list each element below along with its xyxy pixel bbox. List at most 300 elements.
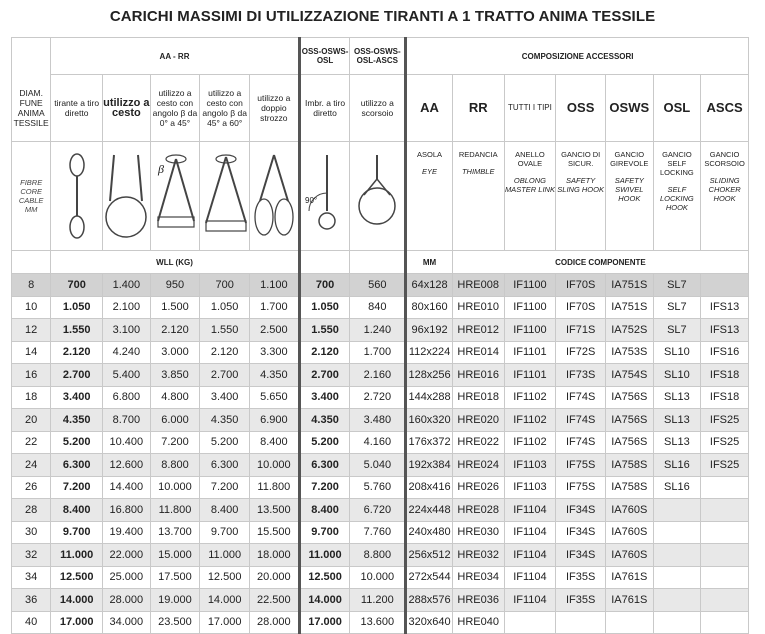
table-cell: 20.000 [249, 566, 299, 589]
group-composizione: COMPOSIZIONE ACCESSORI [406, 38, 749, 75]
table-cell: 19.400 [103, 521, 151, 544]
table-cell: 14.000 [299, 589, 350, 612]
header-oss: OSS [556, 75, 606, 142]
table-cell: 840 [350, 296, 406, 319]
table-cell: 40 [12, 611, 51, 634]
table-cell: IF1103 [504, 454, 556, 477]
table-cell: HRE008 [452, 274, 504, 297]
group-header-row [12, 38, 749, 75]
table-cell: 4.160 [350, 431, 406, 454]
table-cell [701, 274, 749, 297]
table-cell: IA751S [605, 296, 653, 319]
table-cell: 7.760 [350, 521, 406, 544]
table-cell [701, 544, 749, 567]
table-cell: 700 [200, 274, 250, 297]
header-rr: RR [452, 75, 504, 142]
table-cell: 7.200 [299, 476, 350, 499]
table-cell: IF72S [556, 341, 606, 364]
table-cell: IA758S [605, 454, 653, 477]
table-cell: 12.600 [103, 454, 151, 477]
table-row [12, 431, 749, 454]
accessory-oss: GANCIO DI SICUR. SAFETY SLING HOOK [556, 142, 606, 251]
table-cell: IA761S [605, 589, 653, 612]
table-cell [701, 611, 749, 634]
table-cell: IF70S [556, 296, 606, 319]
table-cell: 5.200 [299, 431, 350, 454]
table-cell: 18 [12, 386, 51, 409]
table-cell: 8.400 [299, 499, 350, 522]
group-aa-rr: AA - RR [51, 38, 299, 75]
table-cell: 1.050 [200, 296, 250, 319]
table-cell: 18.000 [249, 544, 299, 567]
accessory-osws: GANCIO GIREVOLE SAFETY SWIVEL HOOK [605, 142, 653, 251]
table-cell: 17.500 [150, 566, 200, 589]
table-cell: 10 [12, 296, 51, 319]
table-cell: IF1100 [504, 274, 556, 297]
header-osl: OSL [653, 75, 701, 142]
table-cell: 22.000 [103, 544, 151, 567]
table-row [12, 611, 749, 634]
unit-wll: WLL (KG) [51, 251, 299, 274]
table-cell: HRE032 [452, 544, 504, 567]
table-cell: 11.000 [200, 544, 250, 567]
table-cell: IA760S [605, 544, 653, 567]
table-row [12, 589, 749, 612]
table-cell: 17.000 [51, 611, 103, 634]
table-cell [653, 521, 701, 544]
table-cell: 11.000 [299, 544, 350, 567]
table-cell: IA756S [605, 431, 653, 454]
table-cell: 4.350 [299, 409, 350, 432]
table-cell: HRE028 [452, 499, 504, 522]
table-cell: IFS13 [701, 319, 749, 342]
table-cell: 28 [12, 499, 51, 522]
table-cell: HRE034 [452, 566, 504, 589]
table-cell: 1.700 [350, 341, 406, 364]
column-header-row [12, 75, 749, 142]
table-cell: 12.500 [200, 566, 250, 589]
header-aa: AA [406, 75, 453, 142]
table-cell [701, 566, 749, 589]
table-cell: IF1100 [504, 296, 556, 319]
table-cell: 1.550 [299, 319, 350, 342]
table-cell: IF74S [556, 431, 606, 454]
table-cell: 10.000 [249, 454, 299, 477]
table-cell: 2.500 [249, 319, 299, 342]
table-cell: 1.100 [249, 274, 299, 297]
table-cell: IF34S [556, 499, 606, 522]
table-cell: IF1104 [504, 544, 556, 567]
table-cell: 2.700 [200, 364, 250, 387]
table-cell: 7.200 [150, 431, 200, 454]
table-cell: 3.400 [200, 386, 250, 409]
table-cell: 6.300 [299, 454, 350, 477]
sling-straight-illustration [51, 142, 103, 251]
table-cell: IFS18 [701, 386, 749, 409]
table-cell: 1.400 [103, 274, 151, 297]
unit-codice: CODICE COMPONENTE [452, 251, 748, 274]
table-cell: IF1104 [504, 566, 556, 589]
group-oss-osws-osl: OSS-OSWS-OSL [299, 38, 350, 75]
table-cell: SL7 [653, 296, 701, 319]
table-cell: HRE022 [452, 431, 504, 454]
table-row [12, 521, 749, 544]
table-cell: 5.400 [103, 364, 151, 387]
table-row [12, 476, 749, 499]
header-cesto-0-45: utilizzo a cesto con angolo β da 0° a 45° [150, 75, 200, 142]
table-cell: 208x416 [406, 476, 453, 499]
table-cell: 2.700 [51, 364, 103, 387]
table-cell: 1.050 [299, 296, 350, 319]
table-cell: IF75S [556, 476, 606, 499]
table-cell: 192x384 [406, 454, 453, 477]
svg-text:β: β [157, 162, 164, 176]
table-cell: 4.800 [150, 386, 200, 409]
table-cell [701, 589, 749, 612]
table-cell: 8.400 [200, 499, 250, 522]
header-ascs: ASCS [701, 75, 749, 142]
wll-table [11, 37, 749, 634]
table-cell: 2.120 [200, 341, 250, 364]
svg-text:90°: 90° [305, 196, 318, 205]
table-cell: 950 [150, 274, 200, 297]
table-cell: 7.200 [51, 476, 103, 499]
table-cell: SL13 [653, 409, 701, 432]
table-row [12, 319, 749, 342]
table-cell: IA752S [605, 319, 653, 342]
table-cell: 8.800 [150, 454, 200, 477]
table-cell: 4.350 [200, 409, 250, 432]
table-cell: IF1101 [504, 364, 556, 387]
table-cell: IF35S [556, 566, 606, 589]
table-cell: 16 [12, 364, 51, 387]
unit-mm: MM [406, 251, 453, 274]
table-cell: 3.100 [103, 319, 151, 342]
table-cell: 112x224 [406, 341, 453, 364]
table-cell: IFS18 [701, 364, 749, 387]
table-cell: SL16 [653, 454, 701, 477]
sling-angle-45-60-illustration [200, 142, 250, 251]
table-cell: 9.700 [299, 521, 350, 544]
table-cell: 1.050 [51, 296, 103, 319]
table-cell: 13.700 [150, 521, 200, 544]
table-cell: SL7 [653, 274, 701, 297]
table-cell: IA756S [605, 386, 653, 409]
table-cell: 2.700 [299, 364, 350, 387]
table-cell: IA760S [605, 499, 653, 522]
table-cell: 34.000 [103, 611, 151, 634]
table-cell [653, 589, 701, 612]
header-utilizzo-scorsoio: utilizzo a scorsoio [350, 75, 406, 142]
accessory-ascs: GANCIO SCORSOIO SLIDING CHOKER HOOK [701, 142, 749, 251]
table-cell: HRE016 [452, 364, 504, 387]
table-cell: 7.200 [200, 476, 250, 499]
table-cell [701, 499, 749, 522]
table-cell: 560 [350, 274, 406, 297]
table-cell: 3.300 [249, 341, 299, 364]
header-utilizzo-cesto: utilizzo a cesto [103, 75, 151, 142]
table-cell: 5.200 [51, 431, 103, 454]
table-cell: IF1102 [504, 431, 556, 454]
table-cell: HRE014 [452, 341, 504, 364]
header-imbr-tiro: Imbr. a tiro diretto [299, 75, 350, 142]
table-cell: 14.000 [51, 589, 103, 612]
table-cell: IF1103 [504, 476, 556, 499]
sling-hook-angle-illustration [299, 142, 350, 251]
table-cell: 2.100 [103, 296, 151, 319]
table-cell: 8.700 [103, 409, 151, 432]
table-cell: 288x576 [406, 589, 453, 612]
table-cell: 5.650 [249, 386, 299, 409]
table-cell: 34 [12, 566, 51, 589]
table-cell: 15.000 [150, 544, 200, 567]
table-row [12, 409, 749, 432]
table-cell: IA756S [605, 409, 653, 432]
table-cell: IF73S [556, 364, 606, 387]
table-cell: 17.000 [299, 611, 350, 634]
table-cell: 6.800 [103, 386, 151, 409]
table-cell: IA760S [605, 521, 653, 544]
sling-basket-illustration [103, 142, 151, 251]
header-osws: OSWS [605, 75, 653, 142]
group-oss-osws-osl-ascs: OSS-OSWS-OSL-ASCS [350, 38, 406, 75]
table-cell: 10.000 [350, 566, 406, 589]
table-cell: SL16 [653, 476, 701, 499]
table-cell: 96x192 [406, 319, 453, 342]
table-cell: 1.240 [350, 319, 406, 342]
table-cell: SL13 [653, 431, 701, 454]
table-cell: 240x480 [406, 521, 453, 544]
table-cell: 6.300 [51, 454, 103, 477]
table-cell: 12 [12, 319, 51, 342]
accessory-osl: GANCIO SELF LOCKING SELF LOCKING HOOK [653, 142, 701, 251]
table-cell: 2.120 [150, 319, 200, 342]
table-row [12, 544, 749, 567]
table-cell: 12.500 [51, 566, 103, 589]
table-cell: 5.040 [350, 454, 406, 477]
table-cell: 320x640 [406, 611, 453, 634]
accessory-tutti: ANELLO OVALE OBLONG MASTER LINK [504, 142, 556, 251]
table-cell: HRE010 [452, 296, 504, 319]
table-cell: 4.350 [51, 409, 103, 432]
table-cell: IF1104 [504, 499, 556, 522]
table-cell: HRE030 [452, 521, 504, 544]
table-cell: IFS25 [701, 431, 749, 454]
header-cesto-45-60: utilizzo a cesto con angolo β da 45° a 60° [200, 75, 250, 142]
header-tirante: tirante a tiro diretto [51, 75, 103, 142]
table-cell: 2.720 [350, 386, 406, 409]
table-cell: 176x372 [406, 431, 453, 454]
table-cell: 4.350 [249, 364, 299, 387]
unit-row [12, 251, 749, 274]
table-cell: IFS16 [701, 341, 749, 364]
table-cell: 14.000 [200, 589, 250, 612]
table-cell: 36 [12, 589, 51, 612]
table-cell: 12.500 [299, 566, 350, 589]
table-cell: 6.900 [249, 409, 299, 432]
table-cell: 256x512 [406, 544, 453, 567]
table-cell: IF1100 [504, 319, 556, 342]
table-cell: 13.600 [350, 611, 406, 634]
table-cell: IA753S [605, 341, 653, 364]
table-cell: SL10 [653, 364, 701, 387]
table-cell: IFS13 [701, 296, 749, 319]
table-cell: IF1102 [504, 409, 556, 432]
table-cell: 4.240 [103, 341, 151, 364]
header-doppio-strozzo: utilizzo a doppio strozzo [249, 75, 299, 142]
accessory-aa: ASOLA EYE [406, 142, 453, 251]
table-cell: 700 [51, 274, 103, 297]
table-cell: IA761S [605, 566, 653, 589]
table-cell: HRE024 [452, 454, 504, 477]
table-cell: 272x544 [406, 566, 453, 589]
table-cell: 20 [12, 409, 51, 432]
table-cell: 224x448 [406, 499, 453, 522]
table-row [12, 364, 749, 387]
table-cell: 28.000 [103, 589, 151, 612]
table-cell [653, 499, 701, 522]
table-cell: 28.000 [249, 611, 299, 634]
table-cell: 26 [12, 476, 51, 499]
table-cell: 700 [299, 274, 350, 297]
table-cell: 80x160 [406, 296, 453, 319]
table-cell: 3.000 [150, 341, 200, 364]
table-cell: 3.850 [150, 364, 200, 387]
table-cell: 2.160 [350, 364, 406, 387]
table-cell: 17.000 [200, 611, 250, 634]
table-cell: IF71S [556, 319, 606, 342]
table-cell: 128x256 [406, 364, 453, 387]
table-cell: HRE036 [452, 589, 504, 612]
table-row [12, 296, 749, 319]
table-cell: 1.700 [249, 296, 299, 319]
table-cell: 32 [12, 544, 51, 567]
table-cell: SL10 [653, 341, 701, 364]
header-diam: DIAM. FUNE ANIMA TESSILE [12, 75, 51, 142]
table-body [12, 274, 749, 634]
table-cell: 19.000 [150, 589, 200, 612]
table-cell: 3.480 [350, 409, 406, 432]
accessory-rr: REDANCIA THIMBLE [452, 142, 504, 251]
table-cell: 2.120 [299, 341, 350, 364]
table-cell: 11.800 [150, 499, 200, 522]
table-cell: 30 [12, 521, 51, 544]
table-cell: 2.120 [51, 341, 103, 364]
table-cell: IA758S [605, 476, 653, 499]
table-cell: 11.000 [51, 544, 103, 567]
table-cell: HRE012 [452, 319, 504, 342]
table-cell: 24 [12, 454, 51, 477]
table-cell: IA751S [605, 274, 653, 297]
table-cell: IF34S [556, 544, 606, 567]
sling-choker-illustration [350, 142, 406, 251]
illustration-row [12, 142, 749, 251]
page-title: CARICHI MASSIMI DI UTILIZZAZIONE TIRANTI A 1 TRATTO ANIMA TESSILE [109, 8, 656, 25]
header-tutti: TUTTI I TIPI [504, 75, 556, 142]
table-cell: 144x288 [406, 386, 453, 409]
table-cell: IF74S [556, 386, 606, 409]
table-cell [605, 611, 653, 634]
table-cell: 8.400 [249, 431, 299, 454]
table-cell: IFS25 [701, 454, 749, 477]
table-row [12, 341, 749, 364]
table-row [12, 386, 749, 409]
table-cell: 1.500 [150, 296, 200, 319]
table-cell: 22 [12, 431, 51, 454]
table-cell: SL13 [653, 386, 701, 409]
table-cell: 9.700 [51, 521, 103, 544]
table-cell: 13.500 [249, 499, 299, 522]
table-cell: 8.800 [350, 544, 406, 567]
table-row [12, 566, 749, 589]
table-cell: IF70S [556, 274, 606, 297]
table-cell: 25.000 [103, 566, 151, 589]
table-cell: 23.500 [150, 611, 200, 634]
sling-angle-0-45-illustration [150, 142, 200, 251]
table-cell: 3.400 [299, 386, 350, 409]
table-cell: 15.500 [249, 521, 299, 544]
table-cell: 1.550 [51, 319, 103, 342]
table-cell [701, 521, 749, 544]
table-cell: IF75S [556, 454, 606, 477]
table-cell: IF1101 [504, 341, 556, 364]
table-cell: 64x128 [406, 274, 453, 297]
table-cell [556, 611, 606, 634]
table-cell: 5.760 [350, 476, 406, 499]
table-cell: 6.300 [200, 454, 250, 477]
table-cell [701, 476, 749, 499]
table-cell [653, 566, 701, 589]
table-cell: 11.200 [350, 589, 406, 612]
table-cell: 14.400 [103, 476, 151, 499]
table-cell: 9.700 [200, 521, 250, 544]
table-cell: 160x320 [406, 409, 453, 432]
table-cell [504, 611, 556, 634]
sling-double-choke-illustration [249, 142, 299, 251]
table-cell: 3.400 [51, 386, 103, 409]
table-cell: 14 [12, 341, 51, 364]
table-cell: IA754S [605, 364, 653, 387]
table-cell: HRE018 [452, 386, 504, 409]
diam-note: FIBRE CORE CABLE MM [12, 142, 51, 251]
table-cell: IFS25 [701, 409, 749, 432]
table-cell: 16.800 [103, 499, 151, 522]
table-cell: 10.000 [150, 476, 200, 499]
table-cell: IF1104 [504, 589, 556, 612]
table-cell: IF1102 [504, 386, 556, 409]
table-row [12, 454, 749, 477]
table-cell: 11.800 [249, 476, 299, 499]
table-cell: 10.400 [103, 431, 151, 454]
table-cell: IF34S [556, 521, 606, 544]
table-cell [653, 544, 701, 567]
table-cell: HRE020 [452, 409, 504, 432]
table-cell: 8.400 [51, 499, 103, 522]
table-cell: IF35S [556, 589, 606, 612]
table-cell: 22.500 [249, 589, 299, 612]
table-row [12, 274, 749, 297]
table-cell: 6.720 [350, 499, 406, 522]
table-cell: IF74S [556, 409, 606, 432]
table-cell: 6.000 [150, 409, 200, 432]
table-cell: 5.200 [200, 431, 250, 454]
table-cell: HRE026 [452, 476, 504, 499]
table-row [12, 499, 749, 522]
table-cell: HRE040 [452, 611, 504, 634]
table-cell: IF1104 [504, 521, 556, 544]
table-cell: 8 [12, 274, 51, 297]
table-cell: 1.550 [200, 319, 250, 342]
